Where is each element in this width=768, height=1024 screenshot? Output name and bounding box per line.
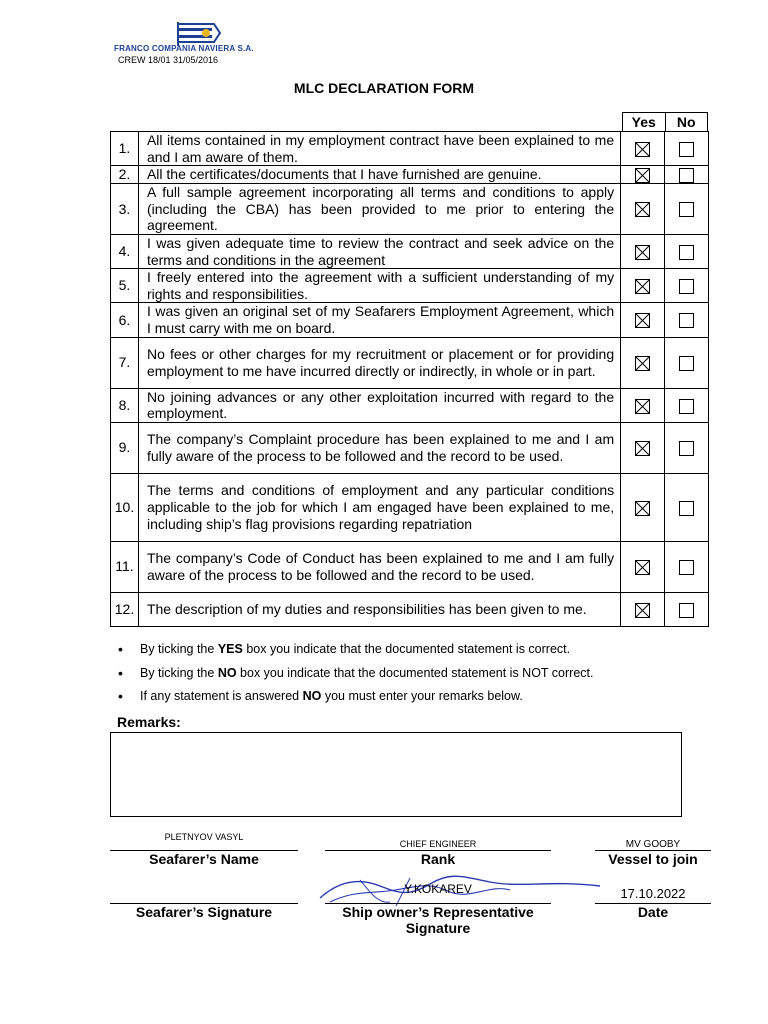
yes-checkbox[interactable] xyxy=(635,501,650,516)
declaration-table xyxy=(110,131,709,627)
owner-rep-value: Y.KOKAREV xyxy=(404,882,472,896)
no-cell xyxy=(665,303,709,337)
no-cell xyxy=(665,183,709,234)
rank-label: Rank xyxy=(420,851,456,867)
yes-checkbox[interactable] xyxy=(635,356,650,371)
yes-column-header: Yes xyxy=(623,113,666,132)
no-cell xyxy=(665,473,709,541)
declaration-row xyxy=(111,183,709,234)
declaration-row xyxy=(111,592,709,626)
row-number: 3. xyxy=(111,183,139,234)
row-number: 6. xyxy=(111,303,139,337)
seafarer-signature-label: Seafarer’s Signature xyxy=(135,904,273,920)
yes-cell xyxy=(621,592,665,626)
yes-checkbox[interactable] xyxy=(635,279,650,294)
declaration-row xyxy=(111,337,709,388)
row-statement: I was given an original set of my Seafarers Employment Agreement, which I must carry with me on board. xyxy=(138,303,620,337)
row-number: 1. xyxy=(111,132,139,166)
no-cell xyxy=(665,166,709,184)
no-checkbox[interactable] xyxy=(679,142,694,157)
row-number: 5. xyxy=(111,269,139,303)
vessel-value: MV GOOBY xyxy=(625,839,681,850)
declaration-row xyxy=(111,303,709,337)
row-statement: I was given adequate time to review the contract and seek advice on the terms and conditions in the agreement xyxy=(138,234,620,268)
yes-checkbox[interactable] xyxy=(635,560,650,575)
yes-cell xyxy=(621,541,665,592)
vessel-label: Vessel to join xyxy=(608,851,698,867)
row-statement: I freely entered into the agreement with a sufficient understanding of my rights and responsibilities. xyxy=(138,269,620,303)
row-number: 9. xyxy=(111,422,139,473)
row-number: 8. xyxy=(111,388,139,422)
remarks-label: Remarks: xyxy=(117,714,181,730)
yes-cell xyxy=(621,166,665,184)
yes-checkbox[interactable] xyxy=(635,168,650,183)
declaration-row xyxy=(111,541,709,592)
yes-cell xyxy=(621,388,665,422)
row-number: 7. xyxy=(111,337,139,388)
yes-checkbox[interactable] xyxy=(635,441,650,456)
seafarer-name-label: Seafarer’s Name xyxy=(149,851,259,867)
declaration-row xyxy=(111,388,709,422)
row-statement: All the certificates/documents that I have furnished are genuine. xyxy=(138,166,620,184)
no-cell xyxy=(665,422,709,473)
no-checkbox[interactable] xyxy=(679,279,694,294)
row-statement: No fees or other charges for my recruitment or placement or for providing employment to me have incurred directly or indirectly, in whole or in part. xyxy=(138,337,620,388)
declaration-row xyxy=(111,269,709,303)
yes-cell xyxy=(621,234,665,268)
no-cell xyxy=(665,132,709,166)
instruction-item: • By ticking the YES box you indicate that the documented statement is correct. xyxy=(118,642,593,666)
row-statement: The terms and conditions of employment and any particular conditions applicable to the job for which I am engaged have been explained to me, including ship’s flag provisions regarding repatriation xyxy=(138,473,620,541)
instructions-list xyxy=(118,642,593,713)
yes-cell xyxy=(621,132,665,166)
no-cell xyxy=(665,592,709,626)
yes-no-header xyxy=(622,112,708,132)
no-checkbox[interactable] xyxy=(679,603,694,618)
row-statement: The company’s Complaint procedure has been explained to me and I am fully aware of the process to be followed and the record to be used. xyxy=(138,422,620,473)
row-statement: All items contained in my employment contract have been explained to me and I am aware of them. xyxy=(138,132,620,166)
no-checkbox[interactable] xyxy=(679,202,694,217)
no-checkbox[interactable] xyxy=(679,501,694,516)
instruction-item: • By ticking the NO box you indicate that the documented statement is NOT correct. xyxy=(118,666,593,690)
no-checkbox[interactable] xyxy=(679,560,694,575)
no-cell xyxy=(665,269,709,303)
company-name: FRANCO COMPANIA NAVIERA S.A. xyxy=(114,44,254,53)
row-number: 2. xyxy=(111,166,139,184)
no-checkbox[interactable] xyxy=(679,168,694,183)
yes-cell xyxy=(621,473,665,541)
no-cell xyxy=(665,541,709,592)
declaration-row xyxy=(111,473,709,541)
no-checkbox[interactable] xyxy=(679,245,694,260)
company-flag-logo xyxy=(174,20,222,46)
yes-checkbox[interactable] xyxy=(635,142,650,157)
yes-checkbox[interactable] xyxy=(635,399,650,414)
row-statement: The description of my duties and responsibilities has been given to me. xyxy=(138,592,620,626)
row-number: 4. xyxy=(111,234,139,268)
no-checkbox[interactable] xyxy=(679,399,694,414)
yes-cell xyxy=(621,422,665,473)
seafarer-name-value: PLETNYOV VASYL xyxy=(164,832,244,842)
form-title: MLC DECLARATION FORM xyxy=(293,80,475,96)
row-statement: A full sample agreement incorporating all terms and conditions to apply (including the CBA) has been provided to me prior to entering the agreement. xyxy=(138,183,620,234)
date-label: Date xyxy=(637,904,669,920)
declaration-row xyxy=(111,422,709,473)
no-column-header: No xyxy=(676,114,696,130)
document-reference: CREW 18/01 31/05/2016 xyxy=(118,55,219,65)
row-number: 12. xyxy=(111,592,139,626)
declaration-row xyxy=(111,234,709,268)
no-checkbox[interactable] xyxy=(679,441,694,456)
yes-cell xyxy=(621,269,665,303)
rank-value: CHIEF ENGINEER xyxy=(399,839,477,849)
yes-cell xyxy=(621,337,665,388)
row-statement: The company’s Code of Conduct has been explained to me and I am fully aware of the process to be followed and the record to be used. xyxy=(138,541,620,592)
no-checkbox[interactable] xyxy=(679,356,694,371)
row-number: 11. xyxy=(111,541,139,592)
instruction-item: • If any statement is answered NO you must enter your remarks below. xyxy=(118,689,593,713)
no-checkbox[interactable] xyxy=(679,313,694,328)
declaration-row xyxy=(111,166,709,184)
no-cell xyxy=(665,234,709,268)
yes-checkbox[interactable] xyxy=(635,245,650,260)
remarks-field[interactable] xyxy=(110,732,682,817)
date-value: 17.10.2022 xyxy=(620,886,686,901)
declaration-row xyxy=(111,132,709,166)
yes-checkbox[interactable] xyxy=(635,603,650,618)
row-number: 10. xyxy=(111,473,139,541)
yes-cell xyxy=(621,303,665,337)
row-statement: No joining advances or any other exploitation incurred with regard to the employment. xyxy=(138,388,620,422)
no-cell xyxy=(665,337,709,388)
yes-checkbox[interactable] xyxy=(635,202,650,217)
yes-cell xyxy=(621,183,665,234)
no-cell xyxy=(665,388,709,422)
yes-checkbox[interactable] xyxy=(635,313,650,328)
owner-rep-label: Ship owner’s Representative Signature xyxy=(342,904,534,936)
